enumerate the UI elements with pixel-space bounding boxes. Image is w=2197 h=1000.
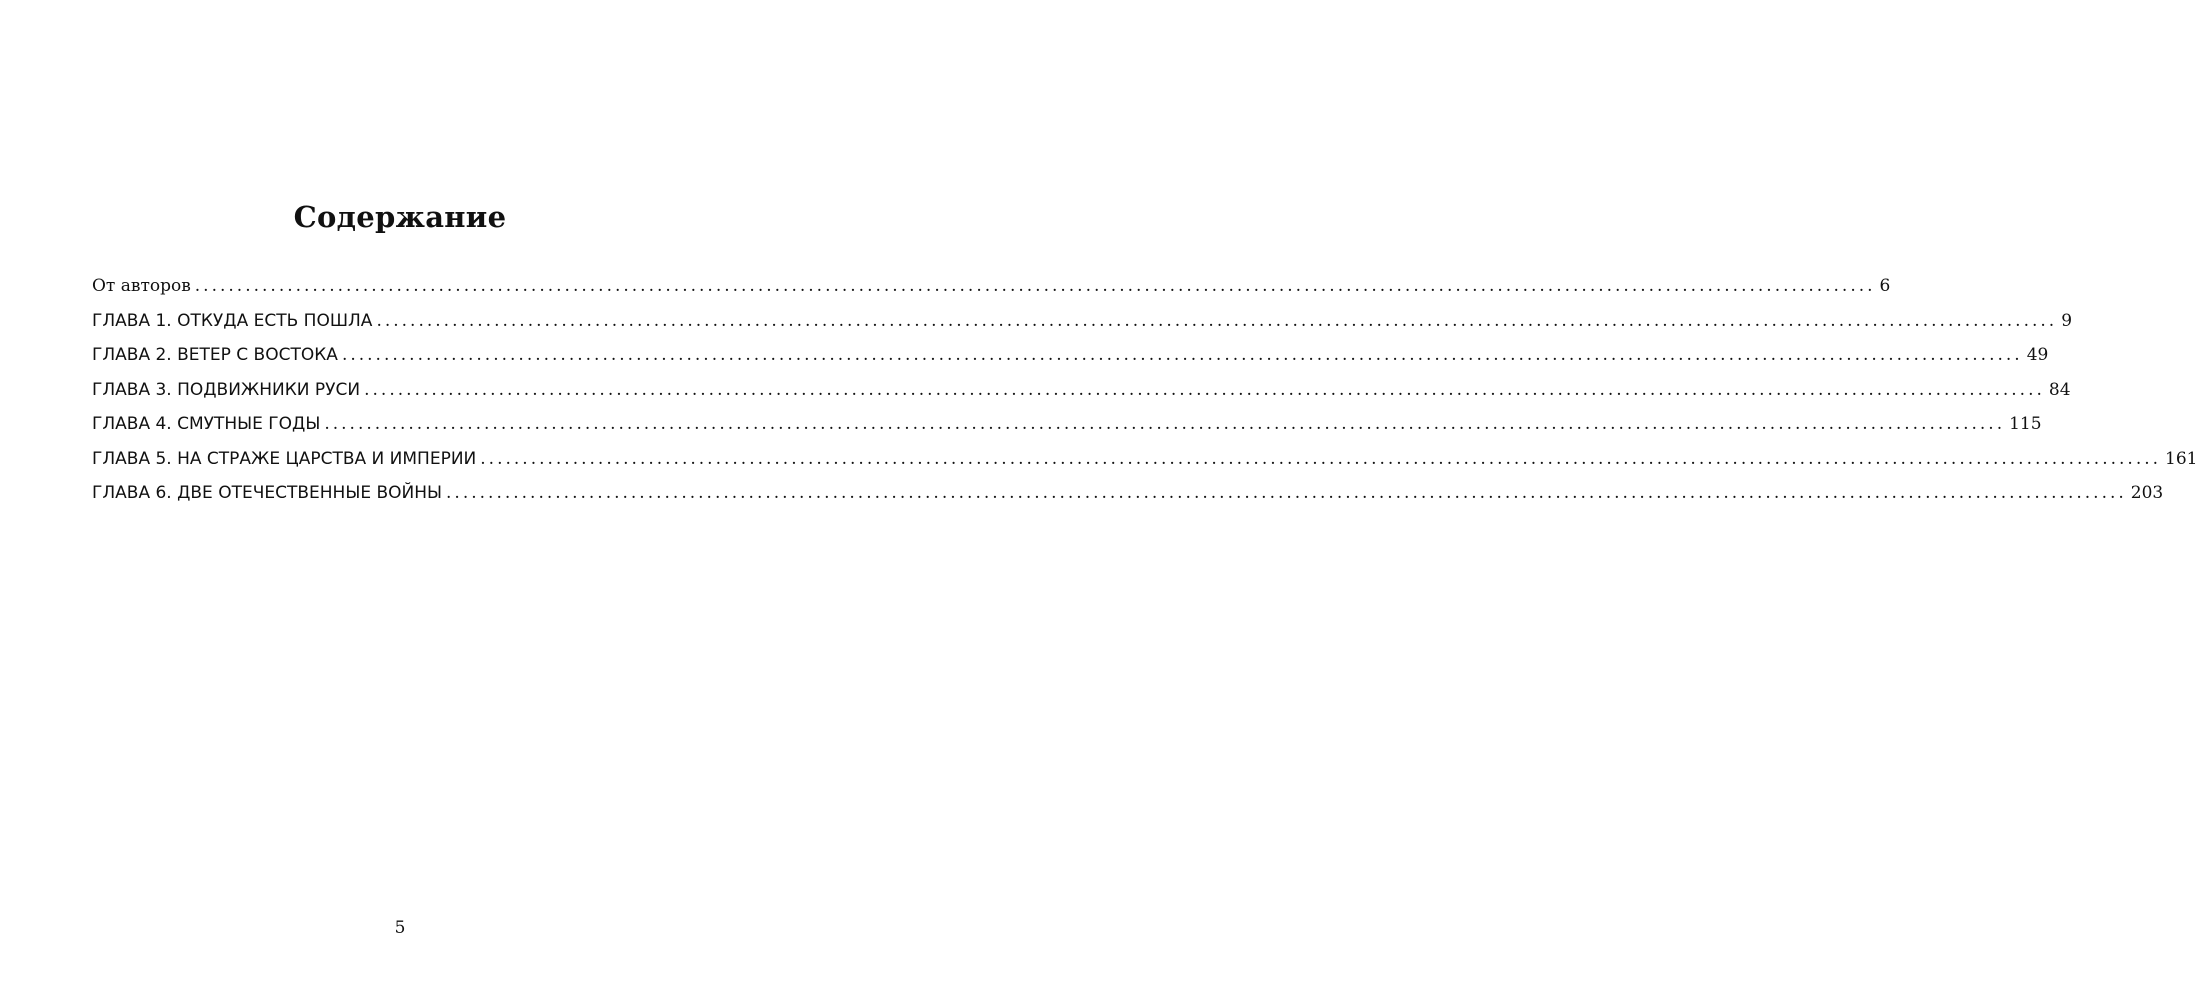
toc-entry-page: 6 xyxy=(1879,276,1891,296)
toc-entry-title: ГЛАВА 6. ДВЕ ОТЕЧЕСТВЕННЫЕ ВОЙНЫ xyxy=(92,483,443,503)
toc-entry xyxy=(92,414,2042,449)
toc-entry xyxy=(92,379,2071,415)
toc-entry xyxy=(92,483,2164,518)
toc-entry-title: ГЛАВА 4. СМУТНЫЕ ГОДЫ xyxy=(92,414,321,434)
toc-entry-page: 9 xyxy=(2061,310,2073,331)
toc-entry-page: 84 xyxy=(2048,379,2071,400)
table-of-contents xyxy=(92,276,2197,518)
toc-entry-title: От авторов xyxy=(92,276,191,296)
dot-leader: ........................................................................................................................................................................................................ xyxy=(324,414,2006,434)
toc-entry xyxy=(92,310,2073,346)
dot-leader: ........................................................................................................................................................................................................ xyxy=(364,379,2045,400)
toc-entry-title: ГЛАВА 3. ПОДВИЖНИКИ РУСИ xyxy=(92,379,361,400)
toc-entry-page: 49 xyxy=(2026,345,2049,365)
dot-leader: ........................................................................................................................................................................................................ xyxy=(446,483,2127,503)
toc-entry-page: 115 xyxy=(2009,414,2042,434)
page-title: Содержание xyxy=(293,200,507,234)
toc-entry-title: ГЛАВА 1. ОТКУДА ЕСТЬ ПОШЛА xyxy=(92,310,373,331)
dot-leader: ........................................................................................................................................................................................................ xyxy=(341,345,2023,365)
toc-entry xyxy=(92,276,1891,311)
page-number: 5 xyxy=(394,918,406,938)
dot-leader: ........................................................................................................................................................................................................ xyxy=(376,310,2058,331)
dot-leader: ........................................................................................................................................................................................................ xyxy=(194,276,1876,296)
toc-entry-title: ГЛАВА 5. НА СТРАЖЕ ЦАРСТВА И ИМПЕРИИ xyxy=(92,448,477,469)
toc-entry-title: ГЛАВА 2. ВЕТЕР С ВОСТОКА xyxy=(92,345,338,365)
toc-entry-page: 161 xyxy=(2165,448,2197,469)
toc-entry xyxy=(92,448,2197,484)
toc-entry-page: 203 xyxy=(2130,483,2164,503)
dot-leader: ........................................................................................................................................................................................................ xyxy=(480,448,2162,469)
toc-entry xyxy=(92,345,2049,380)
